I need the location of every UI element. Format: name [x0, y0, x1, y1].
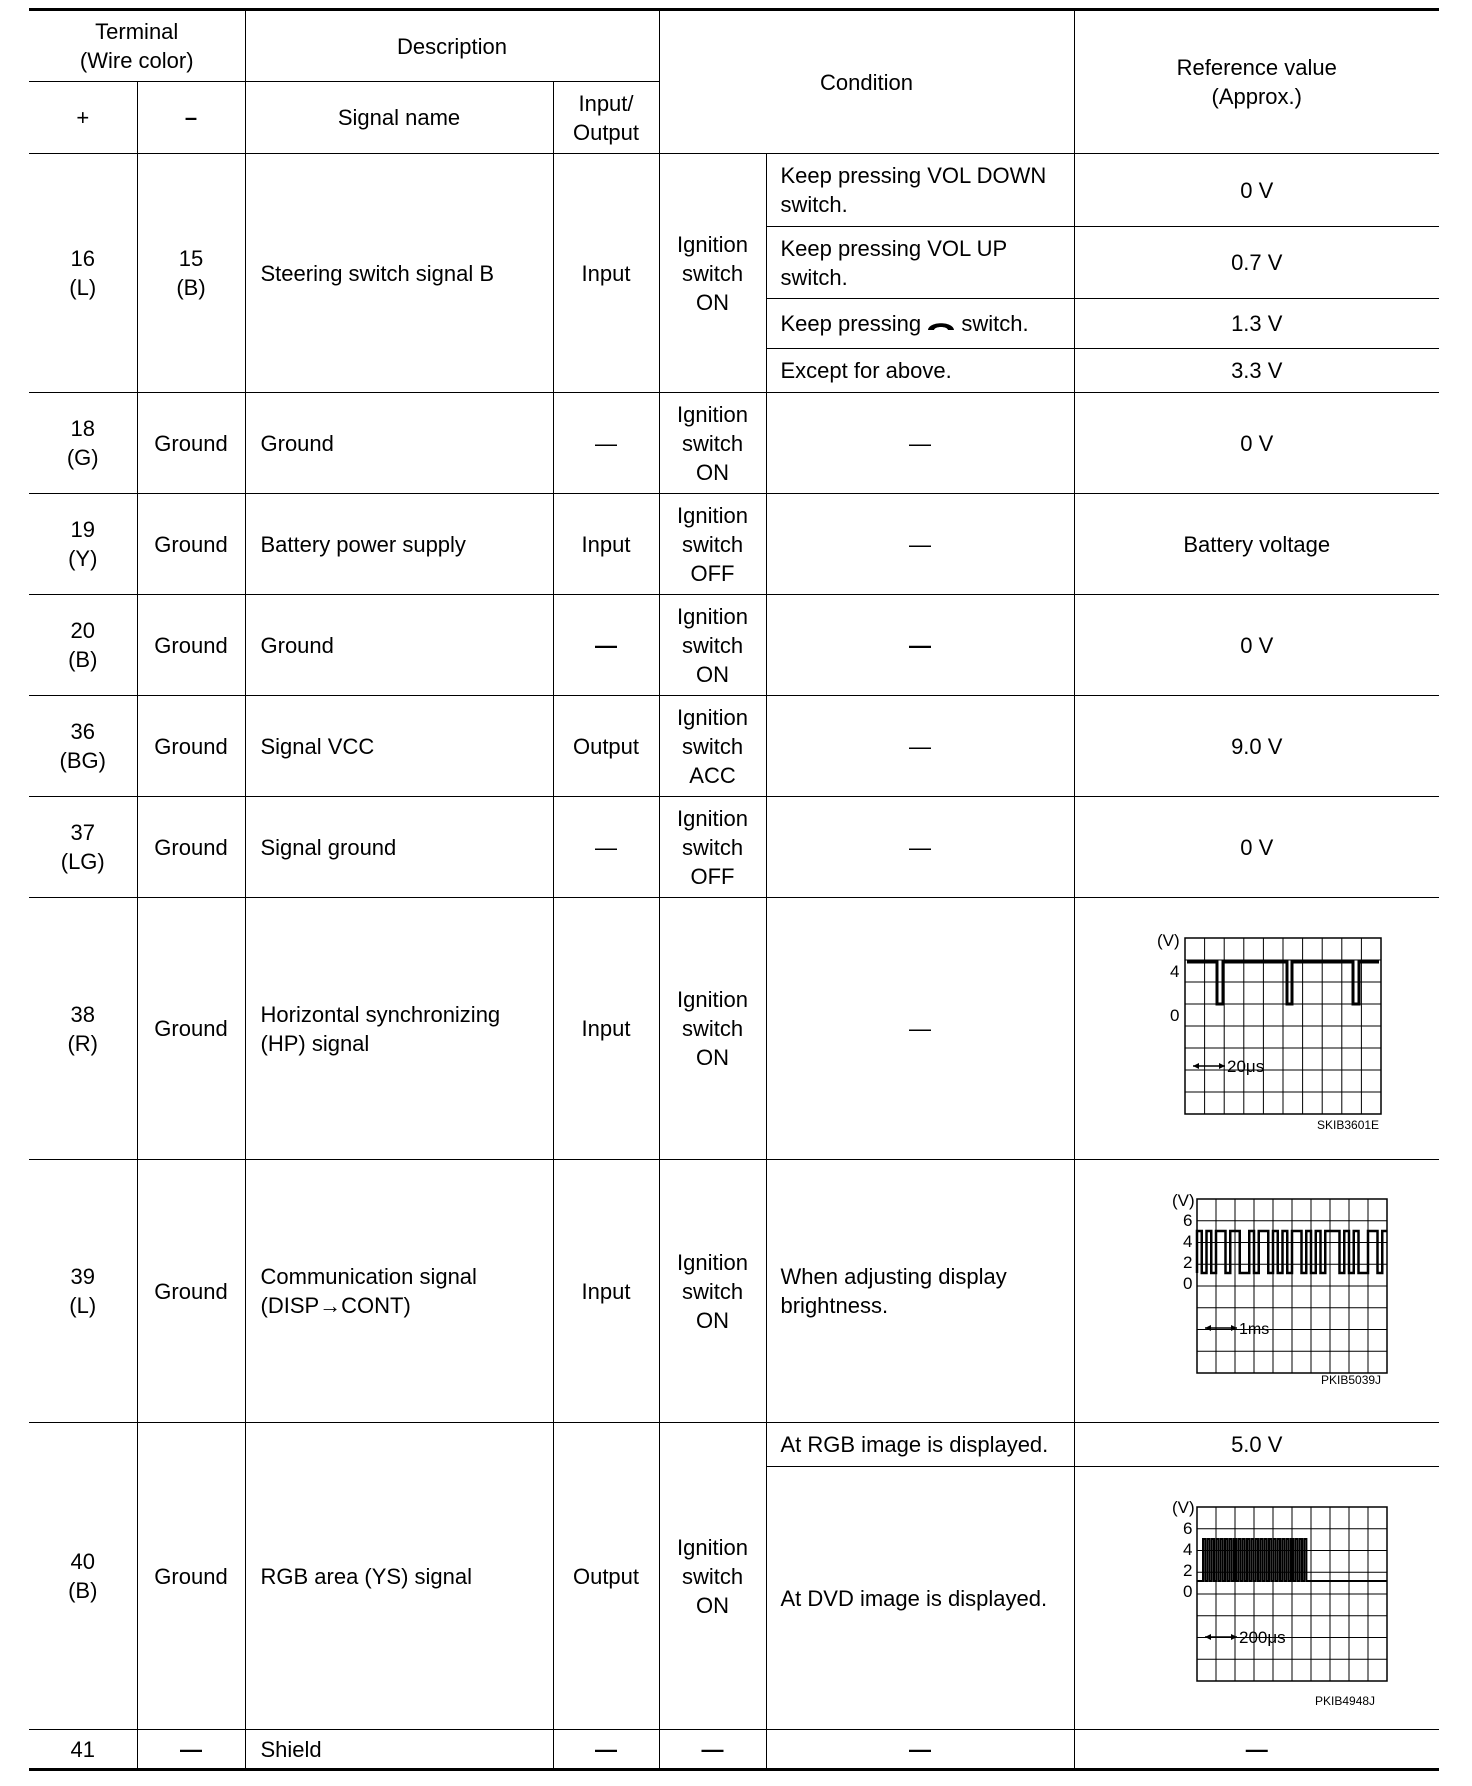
- ignition-state: Ignition switch OFF: [659, 797, 766, 898]
- terminal-minus: Ground: [137, 898, 245, 1160]
- signal-name: Signal ground: [245, 797, 553, 898]
- timebase-arrow-head: [1231, 1325, 1237, 1331]
- communication-signal-waveform: [1117, 1186, 1397, 1396]
- condition-text: Keep pressing VOL UP switch.: [766, 227, 1074, 299]
- terminal-minus: Ground: [137, 797, 245, 898]
- input-output: Output: [553, 1423, 659, 1730]
- condition-text-before: Keep pressing: [780, 311, 922, 336]
- input-output: —: [553, 1730, 659, 1770]
- header-signal-name: Signal name: [245, 82, 553, 154]
- terminal-plus: 18 (G): [29, 393, 137, 494]
- ignition-state: Ignition switch ON: [659, 595, 766, 696]
- waveform-cell: [1074, 898, 1439, 1160]
- waveform-tick-label: 4: [1182, 1232, 1193, 1251]
- timebase-arrow-head: [1205, 1634, 1211, 1640]
- waveform-timebase-label: 20μs: [1226, 1056, 1264, 1076]
- terminal-plus: 20 (B): [29, 595, 137, 696]
- terminal-minus: Ground: [137, 393, 245, 494]
- input-output: Input: [553, 494, 659, 595]
- header-terminal: Terminal (Wire color): [29, 10, 245, 82]
- waveform-tick-label: 6: [1182, 1211, 1193, 1230]
- input-output: Input: [553, 154, 659, 393]
- signal-name: RGB area (YS) signal: [245, 1423, 553, 1730]
- waveform-tick-label: 6: [1182, 1519, 1193, 1538]
- input-output: —: [553, 797, 659, 898]
- waveform-timebase-label: 200μs: [1238, 1628, 1286, 1647]
- waveform-tick-label: 4: [1169, 961, 1180, 981]
- condition-text: —: [766, 595, 1074, 696]
- reference-value: 5.0 V: [1074, 1423, 1439, 1467]
- signal-name: Steering switch signal B: [245, 154, 553, 393]
- terminal-minus: Ground: [137, 1160, 245, 1423]
- table-row: [29, 595, 1439, 696]
- waveform-tick-label: 4: [1182, 1540, 1193, 1559]
- input-output: Input: [553, 898, 659, 1160]
- reference-value: 0.7 V: [1074, 227, 1439, 299]
- input-output: Output: [553, 696, 659, 797]
- terminal-minus: Ground: [137, 595, 245, 696]
- reference-value: 9.0 V: [1074, 696, 1439, 797]
- rgb-area-waveform: [1117, 1483, 1397, 1713]
- ignition-state: Ignition switch ON: [659, 1160, 766, 1423]
- reference-value: 0 V: [1074, 595, 1439, 696]
- phone-hook-icon: [927, 319, 955, 331]
- reference-value: 0 V: [1074, 154, 1439, 227]
- waveform-cell: [1074, 1160, 1439, 1423]
- table-row: [29, 494, 1439, 595]
- condition-text: At RGB image is displayed.: [766, 1423, 1074, 1467]
- timebase-arrow-head: [1193, 1063, 1199, 1069]
- terminal-plus: 40 (B): [29, 1423, 137, 1730]
- condition-text: —: [766, 393, 1074, 494]
- signal-name: Horizontal synchronizing (HP) signal: [245, 898, 553, 1160]
- reference-value: —: [1074, 1730, 1439, 1770]
- ignition-state: Ignition switch ON: [659, 1423, 766, 1730]
- ignition-state: Ignition switch ON: [659, 393, 766, 494]
- header-condition: Condition: [659, 10, 1074, 154]
- waveform-tick-label: 2: [1182, 1561, 1193, 1580]
- signal-name: Battery power supply: [245, 494, 553, 595]
- waveform-grid: [1197, 1199, 1387, 1373]
- reference-value: Battery voltage: [1074, 494, 1439, 595]
- signal-name: Ground: [245, 393, 553, 494]
- condition-text: At DVD image is displayed.: [766, 1467, 1074, 1730]
- input-output: —: [553, 595, 659, 696]
- waveform-timebase-label: 1ms: [1238, 1321, 1269, 1338]
- condition-text: —: [766, 1730, 1074, 1770]
- header-description: Description: [245, 10, 659, 82]
- terminal-plus: 19 (Y): [29, 494, 137, 595]
- figure-code: PKIB4948J: [1314, 1694, 1375, 1708]
- condition-text: When adjusting display brightness.: [766, 1160, 1074, 1423]
- timebase-arrow-head: [1205, 1325, 1211, 1331]
- waveform-tick-label: 2: [1182, 1253, 1193, 1272]
- ignition-state: Ignition switch ON: [659, 154, 766, 393]
- waveform-grid: [1197, 1507, 1387, 1681]
- table-row: [29, 393, 1439, 494]
- terminal-minus: 15 (B): [137, 154, 245, 393]
- terminal-minus: Ground: [137, 1423, 245, 1730]
- terminal-plus: 36 (BG): [29, 696, 137, 797]
- condition-text: —: [766, 696, 1074, 797]
- waveform-tick-label: 0: [1182, 1274, 1193, 1293]
- waveform-unit-label: (V): [1171, 1498, 1195, 1517]
- terminal-minus: Ground: [137, 494, 245, 595]
- reference-value: 0 V: [1074, 393, 1439, 494]
- ignition-state: —: [659, 1730, 766, 1770]
- header-minus: –: [137, 82, 245, 154]
- signal-name: Signal VCC: [245, 696, 553, 797]
- condition-text: Keep pressing VOL DOWN switch.: [766, 154, 1074, 227]
- terminal-plus: 41: [29, 1730, 137, 1770]
- waveform-trace: [1197, 1539, 1387, 1581]
- reference-value: 3.3 V: [1074, 349, 1439, 393]
- table-row: [29, 1160, 1439, 1423]
- ignition-state: Ignition switch ACC: [659, 696, 766, 797]
- terminal-minus: —: [137, 1730, 245, 1770]
- input-output: —: [553, 393, 659, 494]
- waveform-tick-label: 0: [1169, 1005, 1180, 1025]
- reference-value: 1.3 V: [1074, 299, 1439, 349]
- condition-text: —: [766, 797, 1074, 898]
- figure-code: PKIB5039J: [1320, 1373, 1381, 1387]
- ignition-state: Ignition switch OFF: [659, 494, 766, 595]
- header-reference-value: Reference value (Approx.): [1074, 10, 1439, 154]
- condition-text-after: switch.: [961, 311, 1029, 336]
- terminal-plus: 16 (L): [29, 154, 137, 393]
- table-row: [29, 1730, 1439, 1770]
- condition-text: —: [766, 494, 1074, 595]
- condition-text: Except for above.: [766, 349, 1074, 393]
- header-plus: +: [29, 82, 137, 154]
- hp-signal-waveform: [1117, 924, 1397, 1134]
- table-row: [29, 898, 1439, 1160]
- terminal-plus: 38 (R): [29, 898, 137, 1160]
- terminal-minus: Ground: [137, 696, 245, 797]
- ignition-state: Ignition switch ON: [659, 898, 766, 1160]
- waveform-trace: [1197, 1231, 1387, 1273]
- table-row: [29, 696, 1439, 797]
- signal-name: Ground: [245, 595, 553, 696]
- signal-name: Shield: [245, 1730, 553, 1770]
- terminal-plus: 37 (LG): [29, 797, 137, 898]
- figure-code: SKIB3601E: [1316, 1117, 1379, 1132]
- table-row: [29, 1423, 1439, 1467]
- condition-text: —: [766, 898, 1074, 1160]
- terminal-plus: 39 (L): [29, 1160, 137, 1423]
- header-input-output: Input/ Output: [553, 82, 659, 154]
- signal-name: Communication signal (DISP→CONT): [245, 1160, 553, 1423]
- terminal-reference-table: [29, 8, 1439, 1771]
- input-output: Input: [553, 1160, 659, 1423]
- reference-value: 0 V: [1074, 797, 1439, 898]
- waveform-cell: [1074, 1467, 1439, 1730]
- waveform-tick-label: 0: [1182, 1582, 1193, 1601]
- timebase-arrow-head: [1231, 1634, 1237, 1640]
- waveform-unit-label: (V): [1171, 1191, 1195, 1210]
- table-row: [29, 797, 1439, 898]
- condition-text: [766, 299, 1074, 349]
- waveform-unit-label: (V): [1156, 930, 1180, 950]
